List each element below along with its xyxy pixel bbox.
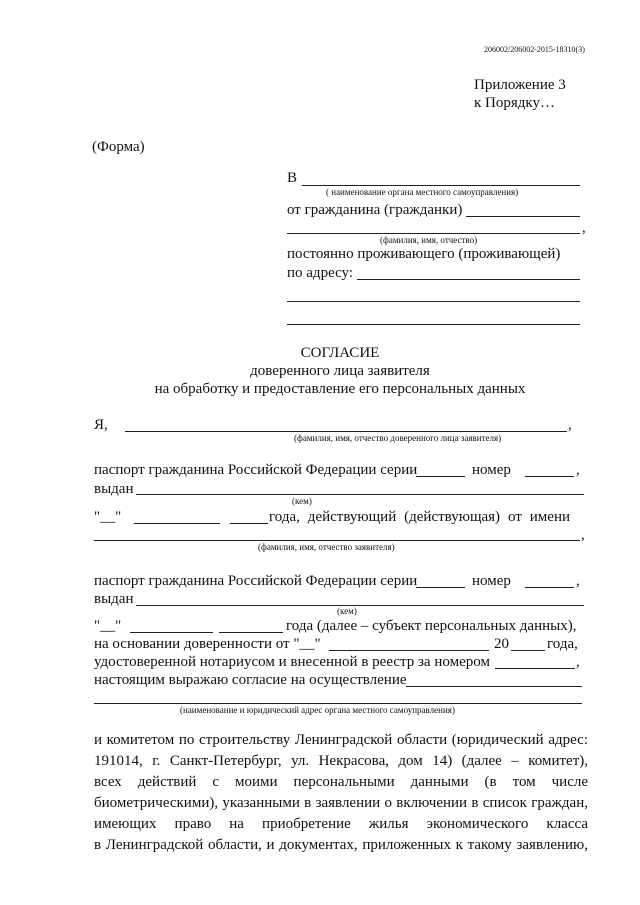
passport-2-label: паспорт гражданина Российской Федерации серии <box>94 573 418 589</box>
body-line-3: всех действий с моими персональными данными (в том числе <box>94 774 588 790</box>
org-name-line <box>302 185 580 186</box>
issued-1-label: выдан <box>94 481 134 497</box>
passport-2-number-label: номер <box>472 573 511 589</box>
passport-2-series-line <box>416 587 465 588</box>
body-line-1: и комитетом по строительству Ленинградской области (юридический адрес: <box>94 732 588 748</box>
addressee-to: В <box>287 170 298 186</box>
applicant-name-line <box>94 540 580 541</box>
citizen-line-2 <box>287 233 580 234</box>
org-name-caption: ( наименование органа местного самоуправления) <box>326 187 519 197</box>
date-1-month-line <box>134 523 220 524</box>
basis-date-line <box>329 650 489 651</box>
issued-2-label: выдан <box>94 591 134 607</box>
passport-1-label: паспорт гражданина Российской Федерации серии <box>94 462 418 478</box>
title-subtitle-1: доверенного лица заявителя <box>250 363 430 379</box>
appendix-line2: к Порядку… <box>474 95 555 111</box>
form-label: (Форма) <box>92 139 145 155</box>
address-label: по адресу: <box>287 265 354 281</box>
consent-text: настоящим выражаю согласие на осуществление <box>94 672 407 688</box>
citizen-line-1 <box>466 216 580 217</box>
ya-label: Я, <box>94 417 108 433</box>
body-line-4: биометрическими), указанными в заявлении о включении в список граждан, <box>94 795 588 811</box>
issued-2-line <box>136 605 584 606</box>
basis-text: на основании доверенности от "__" <box>94 636 321 652</box>
trustee-comma: , <box>568 417 572 433</box>
address-line-3 <box>287 324 580 325</box>
title-subtitle-2: на обработку и предоставление его персональных данных <box>154 381 526 397</box>
date-1-year-line <box>230 523 268 524</box>
registry-comma: , <box>576 654 580 670</box>
passport-2-number-line <box>525 587 574 588</box>
applicant-fio-caption: (фамилия, имя, отчество заявителя) <box>258 542 395 552</box>
citizen-fio-caption: (фамилия, имя, отчество) <box>380 235 478 245</box>
address-line-2 <box>287 301 580 302</box>
registry-number-line <box>495 668 575 669</box>
passport-1-comma: , <box>576 462 580 478</box>
acting-text: года, действующий (действующая) от имени <box>269 509 570 525</box>
body-line-5: имеющих право на приобретение жилья экономического класса <box>94 816 588 832</box>
body-line-6: в Ленинградской области, и документах, приложенных к такому заявлению, <box>94 837 588 853</box>
date-2-quote: "__" <box>94 618 122 634</box>
passport-1-number-line <box>525 476 574 477</box>
passport-2-comma: , <box>576 573 580 589</box>
from-citizen-label: от гражданина (гражданки) <box>287 202 463 218</box>
subject-text: года (далее – субъект персональных данных), <box>286 618 577 634</box>
passport-1-number-label: номер <box>472 462 511 478</box>
notary-text: удостоверенной нотариусом и внесенной в реестр за номером <box>94 654 490 670</box>
document-id: 206002/206002-2015-18310(3) <box>484 45 585 54</box>
address-line-1 <box>357 279 580 280</box>
consent-org-caption: (наименование и юридический адрес органа местного самоуправления) <box>180 705 455 715</box>
basis-year-suffix: года, <box>547 636 578 652</box>
title-consent: СОГЛАСИЕ <box>300 345 380 361</box>
consent-org-line-2 <box>94 703 582 704</box>
date-2-month-line <box>130 632 213 633</box>
applicant-comma: , <box>581 527 585 543</box>
date-2-year-line <box>219 632 283 633</box>
issued-1-line <box>136 494 584 495</box>
appendix-line1: Приложение 3 <box>474 77 566 93</box>
residing-label: постоянно проживающего (проживающей) <box>287 246 561 262</box>
issued-1-caption: (кем) <box>292 496 312 506</box>
consent-org-line-1 <box>406 686 582 687</box>
citizen-line-comma: , <box>582 220 586 236</box>
passport-1-series-line <box>416 476 465 477</box>
basis-year-line <box>511 650 545 651</box>
body-line-2: 191014, г. Санкт-Петербург, ул. Некрасова, дом 14) (далее – комитет), <box>94 753 588 769</box>
basis-year-prefix: 20 <box>494 636 509 652</box>
date-1-quote: "__" <box>94 509 122 525</box>
trustee-fio-caption: (фамилия, имя, отчество доверенного лица заявителя) <box>294 433 502 443</box>
trustee-name-line <box>125 431 567 432</box>
issued-2-caption: (кем) <box>337 606 357 616</box>
